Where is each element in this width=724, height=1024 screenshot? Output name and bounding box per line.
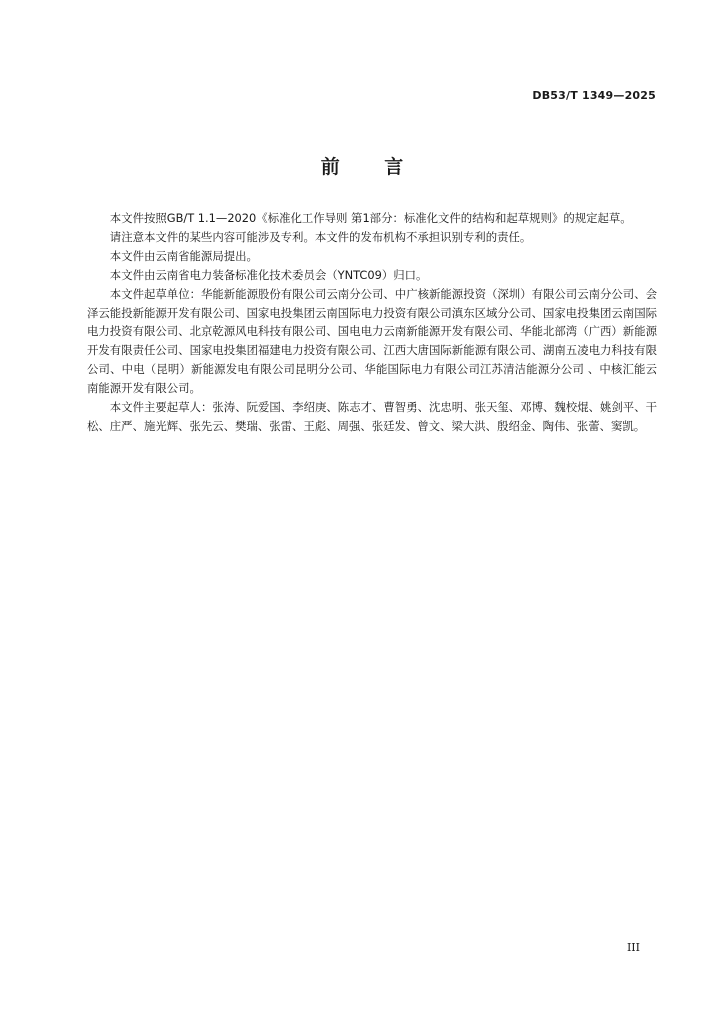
foreword-body [87, 209, 657, 436]
paragraph-drafting-rules: 本文件按照GB/T 1.1—2020《标准化工作导则 第1部分：标准化文件的结构和起草规则》的规定起草。 [109, 211, 632, 225]
standard-code: DB53/T 1349—2025 [532, 89, 656, 102]
paragraph-committee: 本文件由云南省电力装备标准化技术委员会（YNTC09）归口。 [109, 267, 428, 282]
paragraph-patent-notice: 请注意本文件的某些内容可能涉及专利。本文件的发布机构不承担识别专利的责任。 [109, 229, 532, 244]
paragraph-drafters: 本文件主要起草人：张涛、阮爱国、李绍庚、陈志才、曹智勇、沈忠明、张天玺、邓博、魏校焜、姚剑平、干松、庄严、施光辉、张先云、樊瑞、张雷、王彪、周强、张廷发、曾文、梁大洪、殷绍金、陶伟、张蕾、窦凯。 [87, 400, 657, 433]
paragraph-proposer: 本文件由云南省能源局提出。 [109, 248, 258, 263]
page-number: III [626, 941, 640, 954]
page-title: 前 言 [320, 156, 404, 178]
paragraph-drafting-units: 本文件起草单位：华能新能源股份有限公司云南分公司、中广核新能源投资（深圳）有限公司云南分公司、会泽云能投新能源开发有限公司、国家电投集团云南国际电力投资有限公司滇东区域分公司、国家电投集团云南国际电力投资有限公司、北京乾源风电科技有限公司、国电电力云南新能源开发有限公司、华能北部湾（广西）新能源开发有限责任公司、国家电投集团福建电力投资有限公司、江西大唐国际新能源有限公司、湖南五凌电力科技有限公司、中电（昆明）新能源发电有限公司昆明分公司、华能国际电力有限公司江苏清洁能源分公司 、中核汇能云南能源开发有限公司。 [87, 286, 657, 396]
